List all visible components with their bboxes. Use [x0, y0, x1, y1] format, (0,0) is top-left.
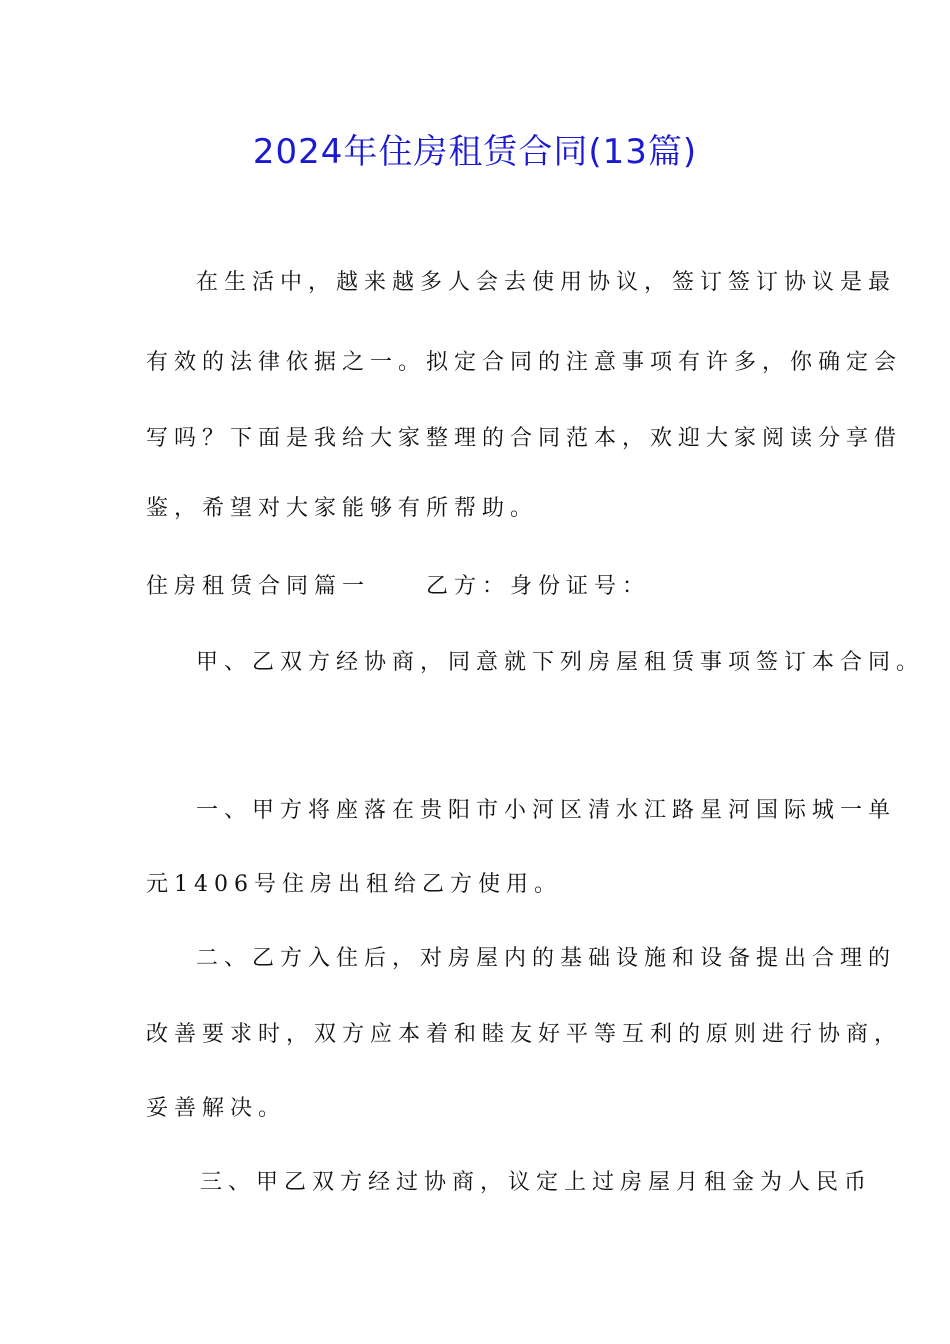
paragraph-line: 甲、乙双方经协商，同意就下列房屋租赁事项签订本合同。 [196, 650, 925, 675]
paragraph-line: 元1406号住房出租给乙方使用。 [146, 872, 562, 897]
paragraph-line: 三、甲乙双方经过协商，议定上过房屋月租金为人民币 [200, 1170, 873, 1195]
paragraph-line: 一、甲方将座落在贵阳市小河区清水江路星河国际城一单 [196, 798, 897, 823]
paragraph-line: 妥善解决。 [146, 1096, 287, 1121]
paragraph-line: 改善要求时，双方应本着和睦友好平等互利的原则进行协商， [146, 1022, 903, 1047]
paragraph-line: 鉴，希望对大家能够有所帮助。 [146, 496, 539, 521]
paragraph-line: 有效的法律依据之一。拟定合同的注意事项有许多，你确定会 [146, 350, 903, 375]
paragraph-line: 写吗？下面是我给大家整理的合同范本，欢迎大家阅读分享借 [146, 426, 903, 451]
paragraph-line: 二、乙方入住后，对房屋内的基础设施和设备提出合理的 [196, 946, 897, 971]
section-heading-line: 住房租赁合同篇一 乙方：身份证号： [146, 574, 651, 599]
paragraph-line: 在生活中，越来越多人会去使用协议，签订签订协议是最 [196, 270, 897, 295]
document-title: 2024年住房租赁合同(13篇) [252, 132, 698, 172]
